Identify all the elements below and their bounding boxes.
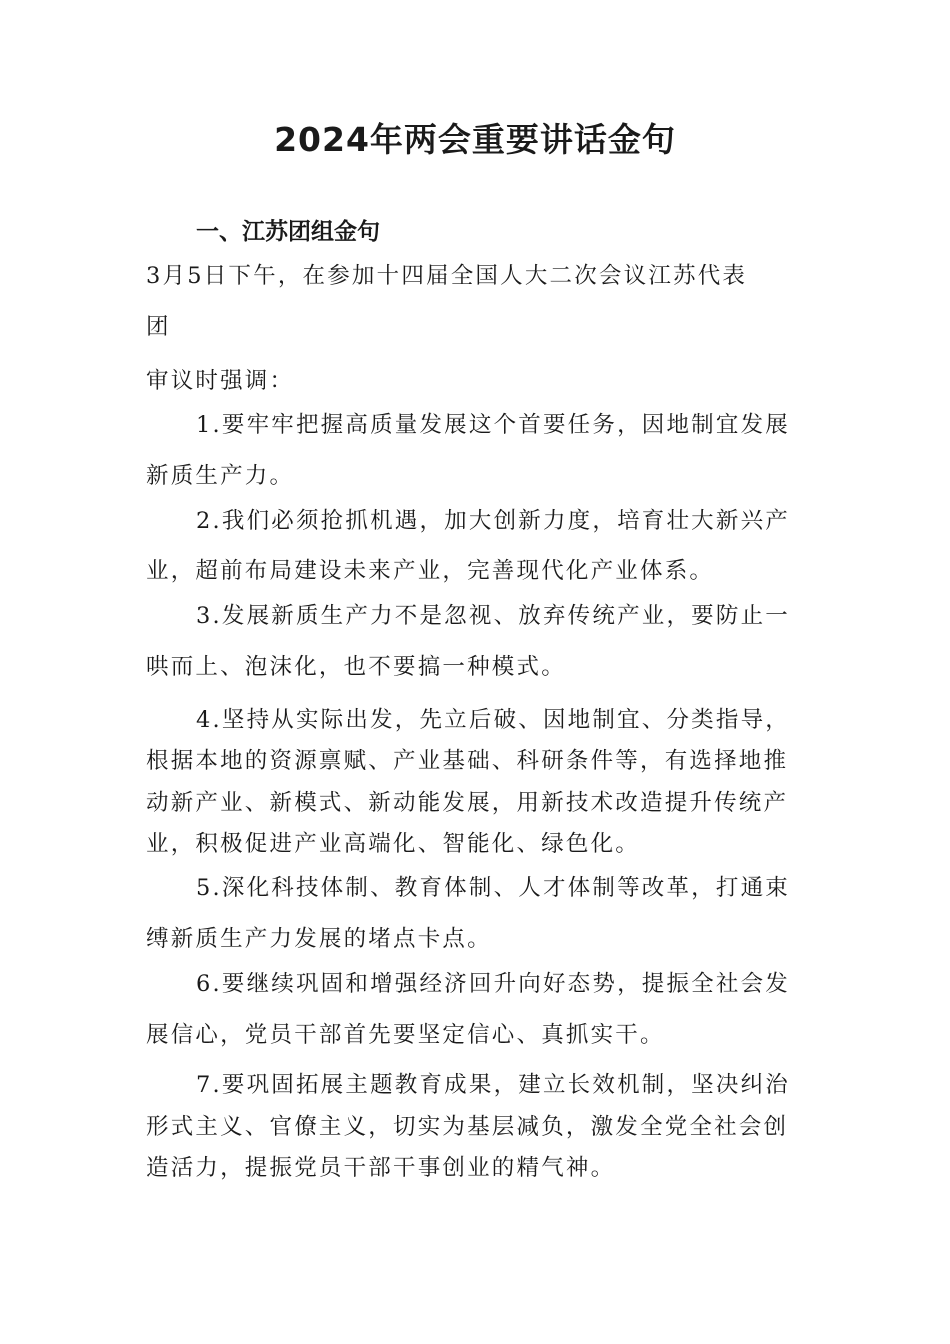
text-line: 新质生产力。 <box>146 463 295 489</box>
text-line: 形式主义、官僚主义，切实为基层减负，激发全党全社会创 <box>146 1114 789 1140</box>
text-line: 哄而上、泡沫化，也不要搞一种模式。 <box>146 654 566 680</box>
text-line: 根据本地的资源禀赋、产业基础、科研条件等，有选择地推 <box>146 748 789 774</box>
text-line: 5.深化科技体制、教育体制、人才体制等改革，打通束 <box>196 875 790 901</box>
text-line: 造活力，提振党员干部干事创业的精气神。 <box>146 1155 616 1181</box>
text-line: 1.要牢牢把握高质量发展这个首要任务，因地制宜发展 <box>196 412 790 438</box>
text-line: 团 <box>146 314 171 340</box>
text-line: 业，积极促进产业高端化、智能化、绿色化。 <box>146 831 641 857</box>
section-heading: 一、江苏团组金句 <box>196 219 380 245</box>
text-line: 3.发展新质生产力不是忽视、放弃传统产业，要防止一 <box>196 603 790 629</box>
text-line: 7.要巩固拓展主题教育成果，建立长效机制，坚决纠治 <box>196 1072 790 1098</box>
text-line: 3月5日下午，在参加十四届全国人大二次会议江苏代表 <box>146 263 748 289</box>
text-line: 2.我们必须抢抓机遇，加大创新力度，培育壮大新兴产 <box>196 508 790 534</box>
text-line: 展信心，党员干部首先要坚定信心、真抓实干。 <box>146 1022 665 1048</box>
text-line: 4.坚持从实际出发，先立后破、因地制宜、分类指导， <box>196 707 790 733</box>
text-line: 审议时强调： <box>146 368 295 394</box>
document-title: 2024年两会重要讲话金句 <box>274 120 676 159</box>
text-line: 缚新质生产力发展的堵点卡点。 <box>146 926 492 952</box>
text-line: 6.要继续巩固和增强经济回升向好态势，提振全社会发 <box>196 971 790 997</box>
text-line: 动新产业、新模式、新动能发展，用新技术改造提升传统产 <box>146 790 789 816</box>
text-line: 业，超前布局建设未来产业，完善现代化产业体系。 <box>146 558 715 584</box>
